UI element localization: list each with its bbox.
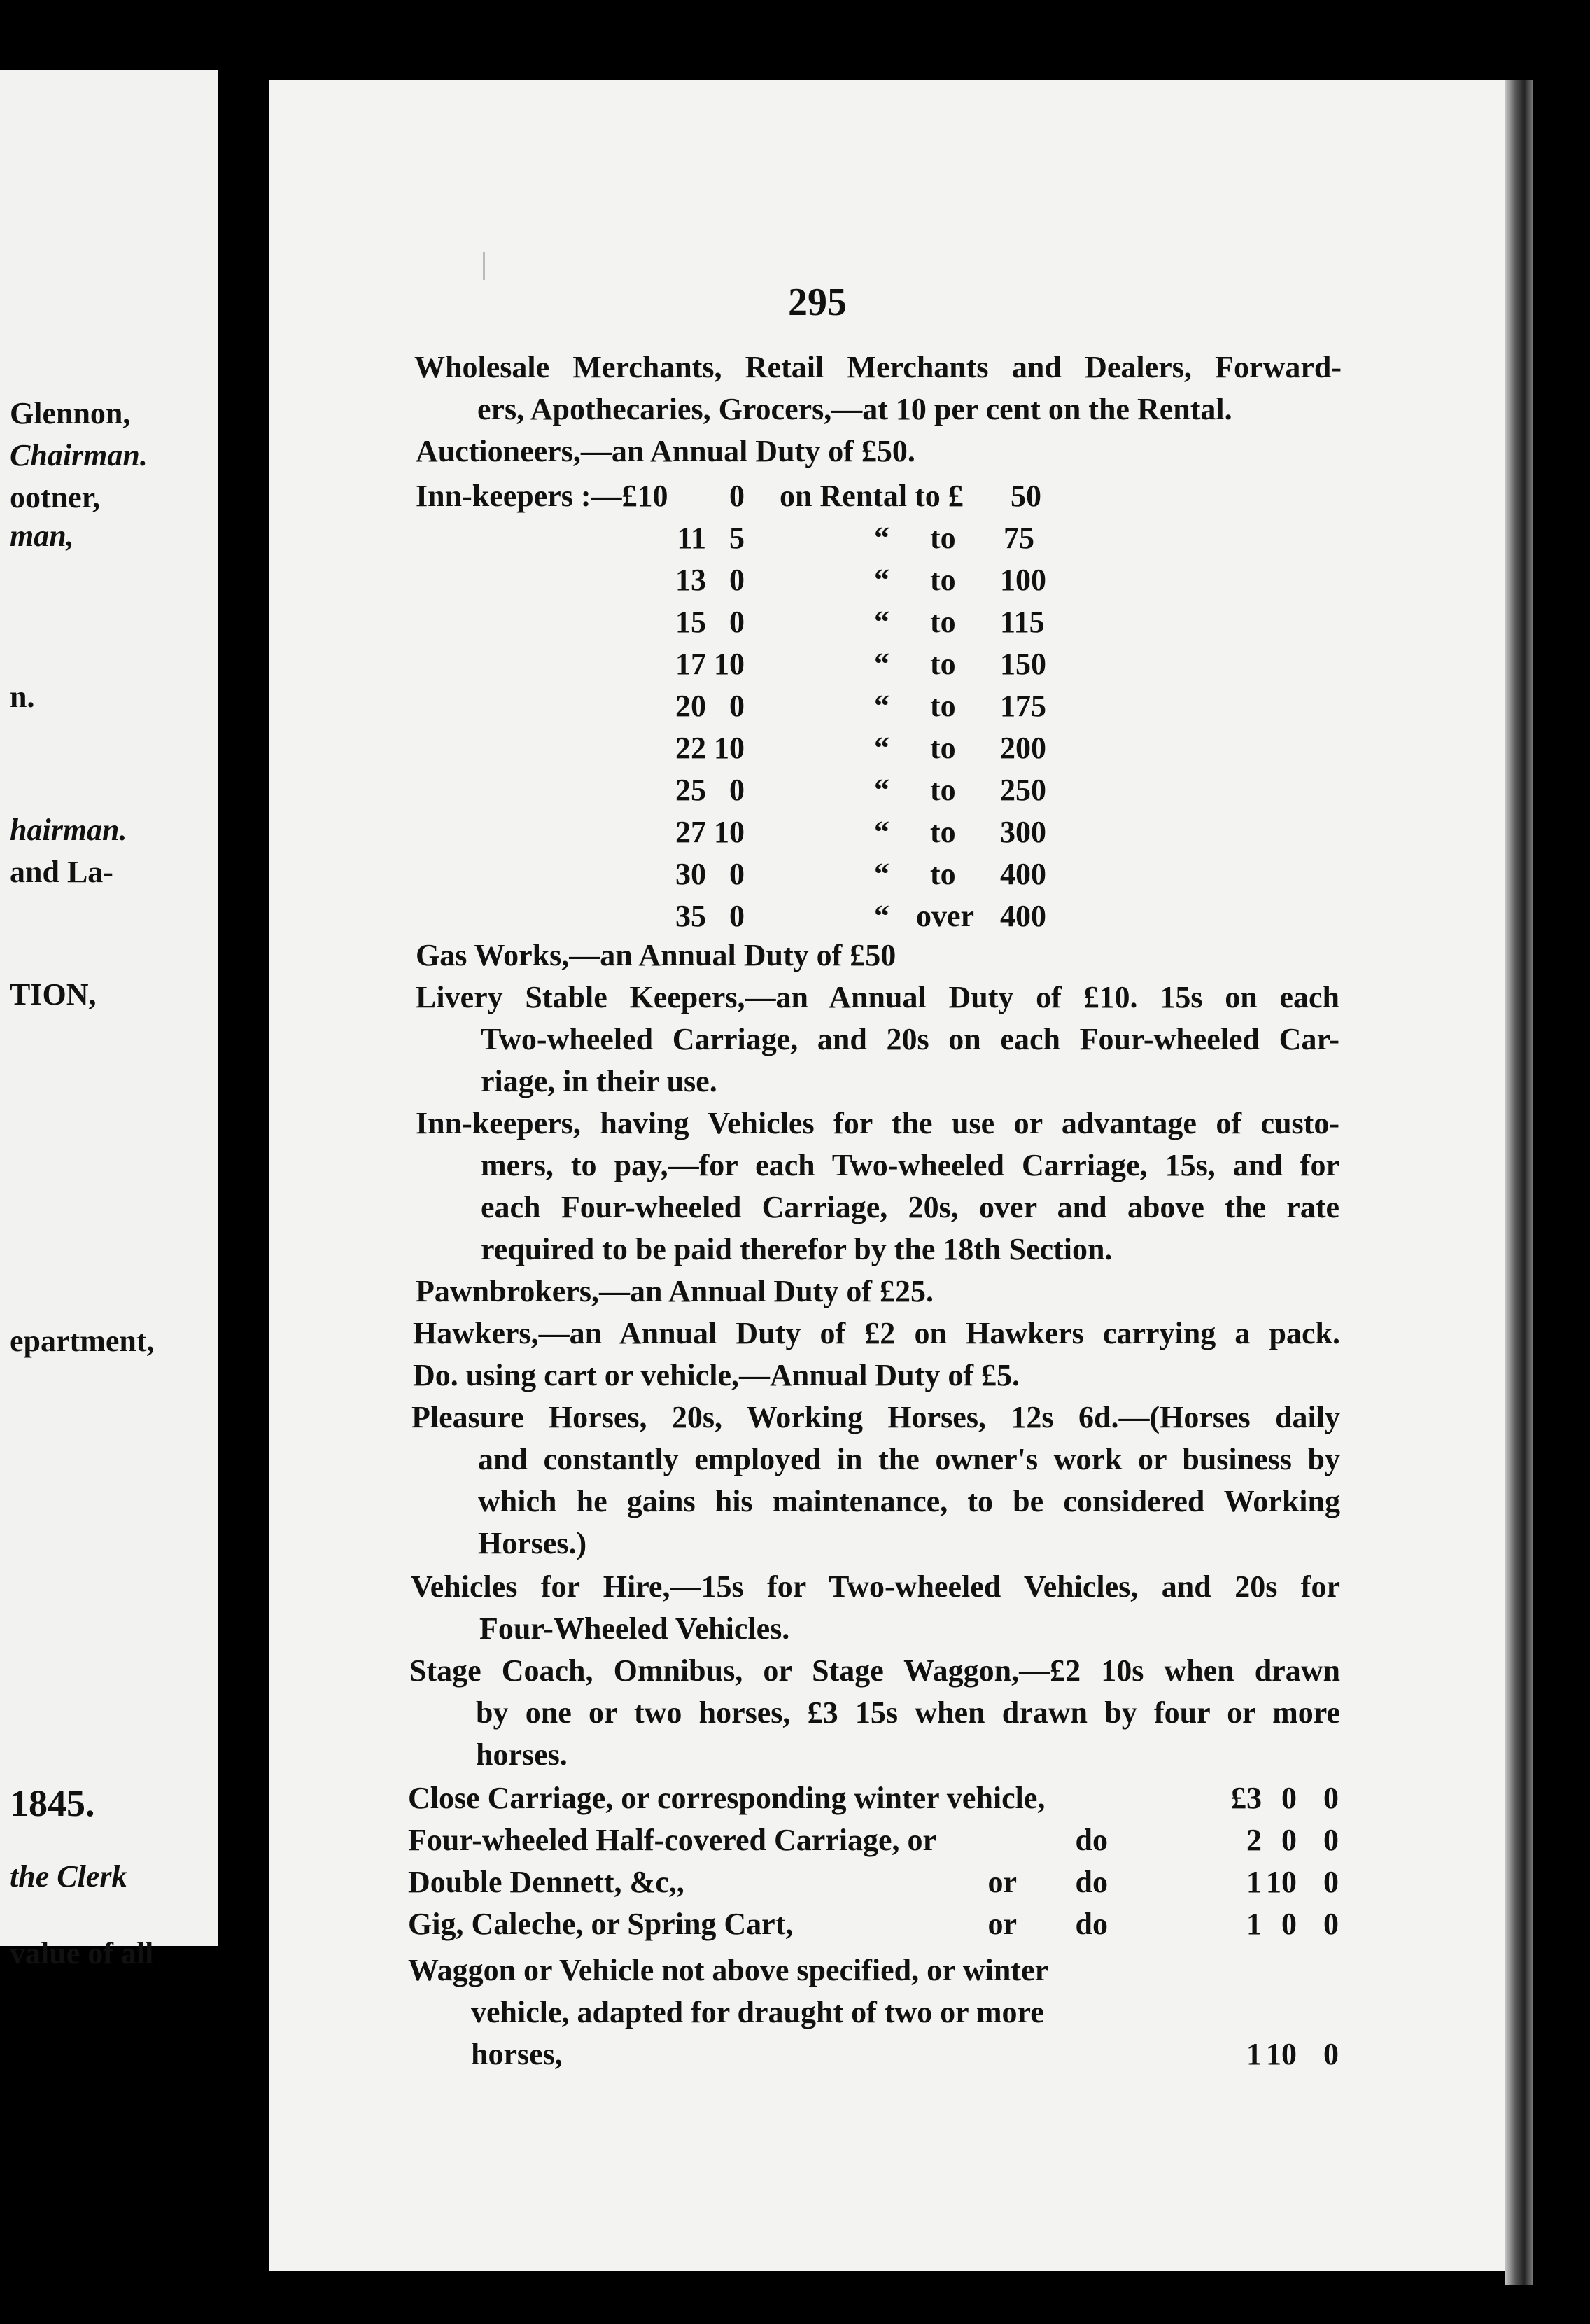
- rate-pence: 0: [1323, 1907, 1339, 1941]
- entry-line: Livery Stable Keepers,—an Annual Duty of £10. 15s on each: [416, 980, 1339, 1014]
- range-word: to: [930, 521, 956, 555]
- upper-cell: 400: [1000, 857, 1046, 891]
- entry-line: Gas Works,—an Annual Duty of £50: [416, 938, 896, 972]
- rate-shillings: 0: [1281, 1781, 1297, 1815]
- entry-line: Vehicles for Hire,—15s for Two-wheeled Vehicles, and 20s for: [411, 1569, 1340, 1604]
- pounds-cell: 20: [675, 689, 706, 723]
- ditto-mark: “: [874, 563, 889, 597]
- pounds-cell: 30: [675, 857, 706, 891]
- rate-or: or: [987, 1865, 1017, 1899]
- ditto-mark: “: [874, 605, 889, 639]
- left-line: man,: [10, 519, 74, 553]
- entry-wholesale: [414, 346, 1342, 430]
- shillings-cell: 0: [729, 899, 745, 933]
- pounds-cell: 27: [675, 815, 706, 849]
- entry-line: vehicle, adapted for draught of two or more: [471, 1995, 1044, 2029]
- shillings-cell: 10: [714, 731, 745, 765]
- pounds-cell: 22: [675, 731, 706, 765]
- entry-line: horses.: [476, 1737, 568, 1772]
- entry-auctioneers: [416, 430, 1339, 472]
- ditto-mark: “: [874, 521, 889, 555]
- entry-innkeepers-vehicles: [416, 1102, 1339, 1270]
- ditto-mark: “: [874, 731, 889, 765]
- previous-page-fragment: [0, 70, 218, 1970]
- waggon-last-line: horses,: [471, 2037, 563, 2071]
- shillings-cell: 0: [729, 563, 745, 597]
- rate-pence: 0: [1323, 1781, 1339, 1815]
- pounds-cell: 11: [677, 521, 706, 555]
- page-number: 295: [788, 281, 847, 324]
- left-line: ootner,: [10, 480, 101, 514]
- entry-line: ers, Apothecaries, Grocers,—at 10 per cent on the Rental.: [477, 392, 1232, 426]
- rate-pounds: 2: [1246, 1823, 1262, 1857]
- shillings-cell: 0: [729, 689, 745, 723]
- range-word: to: [930, 773, 956, 807]
- rate-pence: 0: [1323, 2037, 1339, 2071]
- entry-line: Pleasure Horses, 20s, Working Horses, 12s 6d.—(Horses daily: [411, 1400, 1340, 1434]
- upper-cell: 250: [1000, 773, 1046, 807]
- entry-line: Wholesale Merchants, Retail Merchants and Dealers, Forward-: [414, 350, 1342, 384]
- rate-pounds: 1: [1246, 1907, 1262, 1941]
- entry-waggon: [408, 1949, 1339, 2076]
- range-word: to: [930, 563, 956, 597]
- entry-line: Waggon or Vehicle not above specified, or winter: [408, 1953, 1049, 1987]
- entry-stage-coach: [409, 1650, 1340, 1776]
- ditto-mark: “: [874, 647, 889, 681]
- entry-line: [408, 2033, 1339, 2076]
- upper-cell: 175: [1000, 689, 1046, 723]
- upper-cell: 400: [1000, 899, 1046, 933]
- rate-label: Gig, Caleche, or Spring Cart,: [408, 1907, 794, 1941]
- rate-do: do: [1075, 1907, 1108, 1941]
- left-line: and La-: [10, 855, 113, 889]
- shillings-cell: 10: [714, 815, 745, 849]
- ditto-mark: “: [874, 689, 889, 723]
- left-line: Chairman.: [10, 438, 148, 472]
- rate-pounds: 1: [1246, 1865, 1262, 1899]
- ditto-mark: “: [874, 857, 889, 891]
- pounds-cell: 17: [675, 647, 706, 681]
- rate-row: [408, 1864, 1339, 1906]
- pounds-cell: 25: [675, 773, 706, 807]
- entry-gas-works: [416, 934, 1339, 976]
- ditto-mark: “: [874, 773, 889, 807]
- rate-row: [408, 1906, 1339, 1948]
- range-word: to: [930, 731, 956, 765]
- entry-livery-stable: [416, 976, 1339, 1102]
- shillings-cell: 5: [729, 521, 745, 555]
- upper-cell: 50: [1011, 479, 1041, 513]
- upper-cell: 200: [1000, 731, 1046, 765]
- shillings-cell: 0: [729, 773, 745, 807]
- rate-label: Close Carriage, or corresponding winter vehicle,: [408, 1781, 1046, 1815]
- upper-cell: 150: [1000, 647, 1046, 681]
- entry-hawkers-cart: [413, 1354, 1340, 1396]
- shillings-cell: 10: [714, 647, 745, 681]
- rate-or: or: [987, 1907, 1017, 1941]
- left-line: TION,: [10, 977, 97, 1011]
- range-word: to: [930, 689, 956, 723]
- ditto-mark: “: [874, 899, 889, 933]
- entry-line: Pawnbrokers,—an Annual Duty of £25.: [416, 1274, 934, 1308]
- pounds-cell: 35: [675, 899, 706, 933]
- entry-line: which he gains his maintenance, to be considered Working: [478, 1484, 1340, 1518]
- left-line: value of all: [10, 1936, 154, 1970]
- shillings-cell: 0: [729, 479, 745, 513]
- left-line: the Clerk: [10, 1859, 127, 1893]
- rate-shillings: 0: [1281, 1907, 1297, 1941]
- entry-line: Horses.): [478, 1526, 587, 1560]
- left-line: epartment,: [10, 1324, 155, 1358]
- left-line: n.: [10, 680, 35, 714]
- shillings-cell: 0: [729, 605, 745, 639]
- entry-line: required to be paid therefor by the 18th Section.: [481, 1232, 1113, 1266]
- range-word: to: [930, 857, 956, 891]
- entry-line: Hawkers,—an Annual Duty of £2 on Hawkers carrying a pack.: [413, 1316, 1340, 1350]
- rate-pence: 0: [1323, 1823, 1339, 1857]
- rate-label: Four-wheeled Half-covered Carriage, or: [408, 1823, 937, 1857]
- rate-row: [408, 1822, 1339, 1864]
- ditto-mark: “: [874, 815, 889, 849]
- upper-cell: 300: [1000, 815, 1046, 849]
- upper-cell: 100: [1000, 563, 1046, 597]
- rental-text: on Rental to £: [780, 479, 964, 513]
- upper-cell: 115: [1000, 605, 1045, 639]
- rate-do: do: [1075, 1823, 1108, 1857]
- rate-pence: 0: [1323, 1865, 1339, 1899]
- entry-line: Do. using cart or vehicle,—Annual Duty of £5.: [413, 1358, 1020, 1392]
- shillings-cell: 0: [729, 857, 745, 891]
- entry-line: Auctioneers,—an Annual Duty of £50.: [416, 434, 915, 468]
- rate-pounds: 1: [1246, 2037, 1262, 2071]
- entry-line: Stage Coach, Omnibus, or Stage Waggon,—£2 10s when drawn: [409, 1653, 1340, 1688]
- entry-line: Four-Wheeled Vehicles.: [479, 1611, 790, 1646]
- rate-shillings: 0: [1281, 1823, 1297, 1857]
- range-word: to: [930, 605, 956, 639]
- scan-mark: [483, 252, 485, 280]
- upper-cell: 75: [1004, 521, 1034, 555]
- left-line: hairman.: [10, 813, 127, 847]
- innkeepers-label: Inn-keepers :—£10: [416, 479, 668, 513]
- page-edge-shadow: [1505, 80, 1533, 2286]
- pounds-cell: 15: [675, 605, 706, 639]
- entry-pawnbrokers: [416, 1270, 1339, 1312]
- rate-do: do: [1075, 1865, 1108, 1899]
- entry-horses: [411, 1396, 1340, 1564]
- pounds-cell: 13: [675, 563, 706, 597]
- entry-hawkers: [413, 1312, 1340, 1354]
- entry-line: mers, to pay,—for each Two-wheeled Carriage, 15s, and for: [481, 1148, 1339, 1182]
- range-word: to: [930, 647, 956, 681]
- entry-line: riage, in their use.: [481, 1064, 717, 1098]
- rate-shillings: 10: [1266, 2037, 1297, 2071]
- entry-line: by one or two horses, £3 15s when drawn by four or more: [476, 1695, 1340, 1730]
- rate-row: [408, 1780, 1339, 1822]
- entry-line: and constantly employed in the owner's work or business by: [478, 1442, 1340, 1476]
- rate-shillings: 10: [1266, 1865, 1297, 1899]
- rate-pounds: £3: [1231, 1781, 1262, 1815]
- entry-line: Two-wheeled Carriage, and 20s on each Four-wheeled Car-: [481, 1022, 1339, 1056]
- entry-line: Inn-keepers, having Vehicles for the use or advantage of custo-: [416, 1106, 1339, 1140]
- left-line: 1845.: [10, 1782, 95, 1824]
- range-word: over: [916, 899, 975, 933]
- entry-vehicles-hire: [411, 1566, 1340, 1650]
- left-line: Glennon,: [10, 396, 131, 430]
- range-word: to: [930, 815, 956, 849]
- rate-label: Double Dennett, &c,,: [408, 1865, 684, 1899]
- entry-line: each Four-wheeled Carriage, 20s, over and above the rate: [481, 1190, 1339, 1224]
